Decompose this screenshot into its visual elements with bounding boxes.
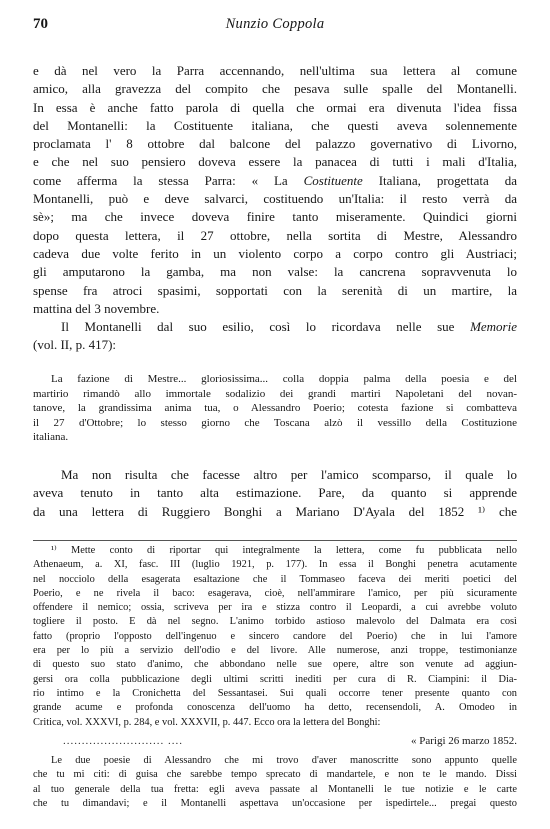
text-line: gli amputarono la gamba, ma non valse: la cancrena sopravvenuta lo <box>33 264 517 280</box>
footnote-line: rio intimo e la Cronichetta del Sessantasei. Sui quali occorre tener presente quanto con <box>33 687 517 699</box>
text-line: sè»; ma che invece doveva finire tanto miseramente. Quindici giorni <box>33 209 517 225</box>
letter-line: Le due poesie di Alessandro che mi trovo d'aver manoscritte sono appunto quelle <box>51 755 517 766</box>
footnote-line: offendere il nemico; ossia, scriveva per ira e stizza contro il Leopardi, a cui avrebbe voluto <box>33 602 517 614</box>
letter-line: che tu dimandavi; e il Montanelli aspettava un'occasione per ispedirtele... pregai questo <box>33 797 517 809</box>
footnote-line: di questo suo stato d'animo, che abbondano nelle sue opere, altre son venute ad aggiun- <box>33 659 517 671</box>
text-line: e che nel suo pensiero doveva essere la panacea di tutti i mali d'Italia, <box>33 154 517 170</box>
text-line: come afferma la stessa Parra: « La Costituente Italiana, progettata da <box>33 172 517 188</box>
text-line: amico, alla gravezza del compito che pesava sulle spalle del Montanelli. <box>33 81 517 97</box>
footnote-divider <box>33 540 517 541</box>
text-line: Montanelli, può e deve salvarci, costituendo un'Italia: il resto verrà da <box>33 191 517 207</box>
text-line: spense fra atroci spasimi, sopportati con la serenità di un martire, la <box>33 282 517 298</box>
quote-line: martirio rimandò allo immortale sodalizio dei grandi martiri Napoletani del novan- <box>33 387 517 400</box>
letter-body <box>33 754 517 811</box>
text-line: da una lettera di Ruggiero Bonghi a Mariano D'Ayala del 1852 ¹⁾ che <box>33 503 517 519</box>
footnote-line: Athenaeum, a. XI, fasc. III (luglio 1921, p. 177). In essa il Bonghi penetra acutamente <box>33 559 517 571</box>
text-line: cadeva due volte ferito in un violento corpo a corpo contro gli Austriaci; <box>33 245 517 261</box>
footnote-line: Poerio, e ne rivela il baco: esagerava, cioè, nell'ammirare l'amico, per più sicuramente <box>33 587 517 599</box>
footnote-line: gersi ora colla pubblicazione degli ultimi scritti inediti per cura di R. Ciampini: il Dia- <box>33 673 517 685</box>
quote-line: il 27 d'Ottobre; lo stesso giorno che Toscana alzò il vessillo della Costituzione <box>33 416 517 429</box>
text-line: e dà nel vero la Parra accennando, nell'ultima sua lettera al comune <box>33 63 517 78</box>
text-line: Il Montanelli dal suo esilio, così lo ricordava nelle sue Memorie <box>61 319 517 335</box>
footnote-line: ¹⁾ Mette conto di riportar qui integralmente la lettera, come fu pubblicata nello <box>51 545 517 556</box>
text-line: proclamata l' 8 ottobre dal balcone del palazzo governativo di Livorno, <box>33 136 517 152</box>
text-line: (vol. II, p. 417): <box>33 337 117 353</box>
text-line: Ma non risulta che facesse altro per l'amico scomparso, il quale lo <box>61 467 517 482</box>
quote-line: italiana. <box>33 431 69 444</box>
main-paragraph <box>33 62 517 355</box>
text-line: dopo questa lettera, il 27 ottobre, nella sortita di Mestre, Alessandro <box>33 227 517 243</box>
quote-line: La fazione di Mestre... gloriosissima... colla doppia palma della poesia e del <box>51 373 517 385</box>
footnote <box>33 544 517 730</box>
letter-heading <box>33 735 517 751</box>
block-quote <box>33 372 517 445</box>
footnote-line: Critica, vol. XXXVI, p. 284, e vol. XXXVII, p. 447. Ecco ora la lettera del Bonghi: <box>33 716 381 728</box>
letter-line: al tuo generale della tua fretta: egli aveva passate al Montanelli le tue notizie e le carte <box>33 783 517 795</box>
quote-line: tanove, la grandissima anima tua, o Alessandro Poerio; cotesta fazione si combatteva <box>33 402 517 415</box>
text-line: aveva tenuto in tanto alta estimazione. Pare, da quanto si apprende <box>33 485 517 501</box>
text-line: In essa è anche fatto parola di quella che ormai era divenuta l'idea fissa <box>33 99 517 115</box>
footnote-line: nel nocciolo della esagerata esaltazione che il Tommaseo faceva dei meriti poetici del <box>33 573 517 585</box>
footnote-line: grande acume e profonda conoscenza dell'uomo ha detto, recensendoli, A. Omodeo in <box>33 702 517 714</box>
second-paragraph <box>33 466 517 521</box>
text-line: del Montanelli: la Costituente italiana, che questi aveva solennemente <box>33 117 517 133</box>
running-head: Nunzio Coppola <box>225 16 325 32</box>
footnote-line: era per lo più a servizio dell'odio e del livore. Alle numerose, anzi troppe, testimonianze <box>33 645 517 657</box>
text-line: mattina del 3 novembre. <box>33 300 160 316</box>
page-number: 70 <box>33 16 48 32</box>
footnote-line: fatto (proprio l'opposto dell'ingenuo e sincero candore del Poerio) che in lui l'amore <box>33 630 517 642</box>
footnote-line: togliere il posto. E dà nel segno. L'animo torbido astioso malevolo del Dalmata era così <box>33 616 517 628</box>
letter-date: « Parigi 26 marzo 1852. <box>410 735 517 747</box>
ellipsis-dots: ........................... .... <box>63 735 183 747</box>
letter-line: che tu mi citi: di guisa che sarebbe tempo sprecato di mandartele, e non te le mando. Dissi <box>33 769 517 781</box>
page-header <box>33 16 517 36</box>
